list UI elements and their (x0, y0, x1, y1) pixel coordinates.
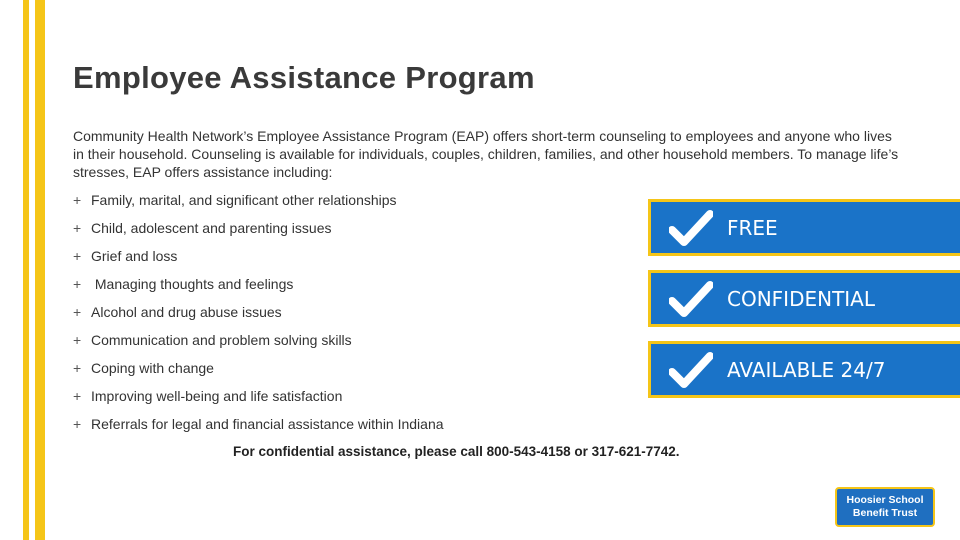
checkmark-icon (661, 350, 721, 390)
plus-icon: + (73, 360, 82, 376)
plus-icon: + (73, 220, 82, 236)
badge-confidential (648, 270, 960, 327)
assistance-list (73, 190, 444, 442)
plus-icon: + (73, 192, 82, 208)
badge-label: FREE (727, 215, 778, 240)
checkmark-icon (661, 208, 721, 248)
plus-icon: + (73, 276, 82, 292)
list-item-text: Grief and loss (91, 248, 178, 264)
list-item (73, 414, 444, 442)
logo-line: Hoosier School (846, 494, 924, 506)
plus-icon: + (73, 388, 82, 404)
left-accent-stripe (23, 0, 29, 540)
plus-icon: + (73, 248, 82, 264)
badge-label: CONFIDENTIAL (727, 286, 876, 311)
list-item (73, 218, 444, 246)
list-item-text: Referrals for legal and financial assistance within Indiana (91, 416, 444, 432)
plus-icon: + (73, 304, 82, 320)
intro-paragraph: Community Health Network’s Employee Assistance Program (EAP) offers short-term counseling to employees and anyone who lives in their household. Counseling is available for individuals, couples, children, families, and other household members. To manage life’s stresses, EAP offers assistance including: (73, 128, 899, 180)
list-item (73, 246, 444, 274)
list-item-text: Child, adolescent and parenting issues (91, 220, 332, 236)
plus-icon: + (73, 332, 82, 348)
list-item-text: Coping with change (91, 360, 214, 376)
list-item-text: Family, marital, and significant other relationships (91, 192, 397, 208)
list-item (73, 330, 444, 358)
list-item (73, 386, 444, 414)
page-title: Employee Assistance Program (73, 60, 535, 95)
list-item (73, 358, 444, 386)
left-accent-stripe-wide (35, 0, 45, 540)
list-item-text: Alcohol and drug abuse issues (91, 304, 282, 320)
contact-line: For confidential assistance, please call 800-543-4158 or 317-621-7742. (233, 444, 680, 459)
logo-line: Benefit Trust (852, 507, 918, 519)
list-item (73, 190, 444, 218)
list-item-text: Improving well-being and life satisfaction (91, 388, 343, 404)
badge-available (648, 341, 960, 398)
badge-label: AVAILABLE 24/7 (727, 357, 886, 382)
hoosier-logo (835, 487, 935, 527)
list-item-text: Communication and problem solving skills (91, 332, 352, 348)
badge-free (648, 199, 960, 256)
checkmark-icon (661, 279, 721, 319)
list-item (73, 274, 444, 302)
list-item-text: Managing thoughts and feelings (91, 276, 294, 292)
plus-icon: + (73, 416, 82, 432)
list-item (73, 302, 444, 330)
